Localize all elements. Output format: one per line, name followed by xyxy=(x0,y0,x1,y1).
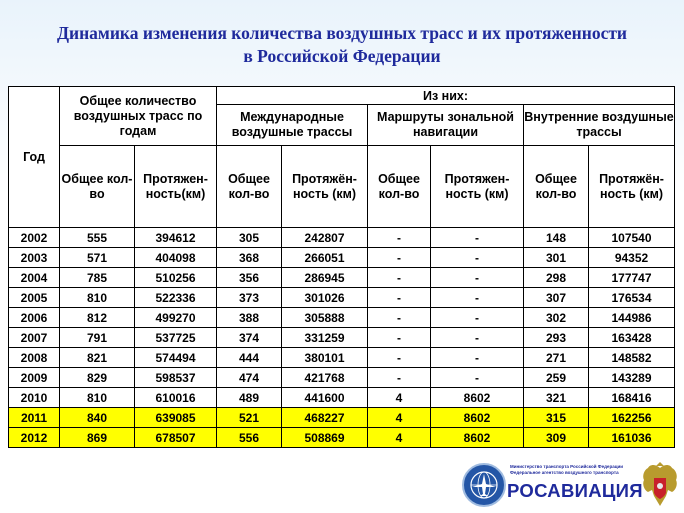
table-row xyxy=(9,428,675,448)
cell-year: 2003 xyxy=(9,248,60,268)
cell-intl-count: 556 xyxy=(217,428,282,448)
cell-domestic-count: 302 xyxy=(524,308,589,328)
domestic-count-header: Общее кол-во xyxy=(524,146,589,228)
cell-year: 2004 xyxy=(9,268,60,288)
table-row xyxy=(9,228,675,248)
cell-domestic-count: 315 xyxy=(524,408,589,428)
ministry-line-1: Министерство транспорта Российской Федерации xyxy=(510,464,623,469)
table-row xyxy=(9,268,675,288)
cell-total-count: 829 xyxy=(60,368,135,388)
table-row xyxy=(9,308,675,328)
cell-total-length: 678507 xyxy=(135,428,217,448)
cell-zonal-length: 8602 xyxy=(431,408,524,428)
cell-total-length: 510256 xyxy=(135,268,217,288)
cell-zonal-length: - xyxy=(431,288,524,308)
cell-intl-length: 286945 xyxy=(282,268,368,288)
cell-intl-count: 374 xyxy=(217,328,282,348)
cell-total-length: 394612 xyxy=(135,228,217,248)
cell-total-count: 821 xyxy=(60,348,135,368)
cell-year: 2006 xyxy=(9,308,60,328)
cell-zonal-length: - xyxy=(431,308,524,328)
cell-intl-count: 368 xyxy=(217,248,282,268)
domestic-header: Внутренние воздушные трассы xyxy=(524,105,675,146)
cell-domestic-count: 271 xyxy=(524,348,589,368)
cell-year: 2007 xyxy=(9,328,60,348)
table-row xyxy=(9,408,675,428)
cell-domestic-count: 307 xyxy=(524,288,589,308)
cell-domestic-count: 321 xyxy=(524,388,589,408)
cell-total-length: 537725 xyxy=(135,328,217,348)
cell-zonal-count: - xyxy=(368,348,431,368)
cell-zonal-count: - xyxy=(368,268,431,288)
cell-zonal-length: - xyxy=(431,268,524,288)
cell-year: 2005 xyxy=(9,288,60,308)
cell-domestic-count: 259 xyxy=(524,368,589,388)
zonal-navigation-header: Маршруты зональной навигации xyxy=(368,105,524,146)
cell-intl-length: 441600 xyxy=(282,388,368,408)
cell-intl-count: 444 xyxy=(217,348,282,368)
cell-domestic-length: 107540 xyxy=(589,228,675,248)
cell-domestic-count: 148 xyxy=(524,228,589,248)
cell-domestic-count: 298 xyxy=(524,268,589,288)
table-row xyxy=(9,288,675,308)
cell-total-count: 840 xyxy=(60,408,135,428)
cell-zonal-count: 4 xyxy=(368,388,431,408)
cell-intl-length: 301026 xyxy=(282,288,368,308)
cell-intl-count: 305 xyxy=(217,228,282,248)
cell-domestic-length: 148582 xyxy=(589,348,675,368)
cell-total-length: 522336 xyxy=(135,288,217,308)
cell-year: 2008 xyxy=(9,348,60,368)
cell-total-length: 639085 xyxy=(135,408,217,428)
cell-total-count: 791 xyxy=(60,328,135,348)
cell-total-count: 812 xyxy=(60,308,135,328)
cell-domestic-length: 176534 xyxy=(589,288,675,308)
cell-zonal-length: - xyxy=(431,248,524,268)
cell-total-length: 404098 xyxy=(135,248,217,268)
cell-intl-count: 474 xyxy=(217,368,282,388)
cell-zonal-count: - xyxy=(368,328,431,348)
cell-zonal-count: 4 xyxy=(368,408,431,428)
intl-length-header: Протяжён-ность (км) xyxy=(282,146,368,228)
table-row xyxy=(9,368,675,388)
cell-domestic-length: 162256 xyxy=(589,408,675,428)
cell-intl-length: 468227 xyxy=(282,408,368,428)
cell-zonal-count: - xyxy=(368,368,431,388)
total-length-header: Протяжен-ность(км) xyxy=(135,146,217,228)
ministry-line-2: Федеральное агентство воздушного транспорта xyxy=(510,470,619,475)
cell-zonal-count: - xyxy=(368,288,431,308)
table-row xyxy=(9,248,675,268)
cell-intl-count: 489 xyxy=(217,388,282,408)
title-line-2: в Российской Федерации xyxy=(243,46,441,66)
cell-domestic-count: 293 xyxy=(524,328,589,348)
double-headed-eagle-icon xyxy=(640,462,680,508)
cell-intl-length: 421768 xyxy=(282,368,368,388)
cell-total-length: 610016 xyxy=(135,388,217,408)
table-row xyxy=(9,328,675,348)
cell-zonal-count: - xyxy=(368,308,431,328)
cell-intl-length: 305888 xyxy=(282,308,368,328)
cell-total-count: 810 xyxy=(60,288,135,308)
title-line-1: Динамика изменения количества воздушных трасс и их протяженности xyxy=(56,23,628,43)
cell-total-length: 598537 xyxy=(135,368,217,388)
cell-total-count: 571 xyxy=(60,248,135,268)
cell-zonal-length: 8602 xyxy=(431,428,524,448)
cell-total-count: 785 xyxy=(60,268,135,288)
cell-year: 2012 xyxy=(9,428,60,448)
cell-domestic-length: 144986 xyxy=(589,308,675,328)
cell-intl-length: 380101 xyxy=(282,348,368,368)
cell-intl-length: 508869 xyxy=(282,428,368,448)
cell-zonal-length: - xyxy=(431,348,524,368)
cell-total-length: 499270 xyxy=(135,308,217,328)
zonal-length-header: Протяжен-ность (км) xyxy=(431,146,524,228)
cell-domestic-count: 301 xyxy=(524,248,589,268)
cell-year: 2011 xyxy=(9,408,60,428)
ministry-text xyxy=(510,464,635,476)
cell-zonal-length: - xyxy=(431,228,524,248)
zonal-count-header: Общее кол-во xyxy=(368,146,431,228)
cell-zonal-length: 8602 xyxy=(431,388,524,408)
cell-total-length: 574494 xyxy=(135,348,217,368)
cell-total-count: 869 xyxy=(60,428,135,448)
cell-zonal-length: - xyxy=(431,328,524,348)
total-count-header: Общее кол-во xyxy=(60,146,135,228)
cell-zonal-length: - xyxy=(431,368,524,388)
domestic-length-header: Протяжён-ность (км) xyxy=(589,146,675,228)
rosaviatsia-logo-icon xyxy=(462,463,506,507)
international-header: Международные воздушные трассы xyxy=(217,105,368,146)
cell-intl-count: 356 xyxy=(217,268,282,288)
brand-name: РОСАВИАЦИЯ xyxy=(507,480,643,501)
cell-intl-length: 242807 xyxy=(282,228,368,248)
cell-domestic-count: 309 xyxy=(524,428,589,448)
cell-intl-count: 373 xyxy=(217,288,282,308)
of-which-header: Из них: xyxy=(217,87,675,105)
cell-zonal-count: - xyxy=(368,248,431,268)
air-routes-table xyxy=(8,86,675,448)
table-row xyxy=(9,388,675,408)
cell-year: 2002 xyxy=(9,228,60,248)
year-header: Год xyxy=(9,87,60,228)
intl-count-header: Общее кол-во xyxy=(217,146,282,228)
cell-total-count: 810 xyxy=(60,388,135,408)
table-row xyxy=(9,348,675,368)
cell-intl-count: 521 xyxy=(217,408,282,428)
cell-intl-length: 331259 xyxy=(282,328,368,348)
cell-year: 2010 xyxy=(9,388,60,408)
cell-total-count: 555 xyxy=(60,228,135,248)
page-title xyxy=(0,22,684,68)
cell-domestic-length: 161036 xyxy=(589,428,675,448)
cell-zonal-count: 4 xyxy=(368,428,431,448)
cell-domestic-length: 94352 xyxy=(589,248,675,268)
table-body xyxy=(9,228,675,448)
cell-domestic-length: 177747 xyxy=(589,268,675,288)
cell-zonal-count: - xyxy=(368,228,431,248)
total-header: Общее количество воздушных трасс по годам xyxy=(60,87,217,146)
cell-domestic-length: 168416 xyxy=(589,388,675,408)
cell-domestic-length: 163428 xyxy=(589,328,675,348)
cell-intl-length: 266051 xyxy=(282,248,368,268)
cell-year: 2009 xyxy=(9,368,60,388)
cell-domestic-length: 143289 xyxy=(589,368,675,388)
cell-intl-count: 388 xyxy=(217,308,282,328)
